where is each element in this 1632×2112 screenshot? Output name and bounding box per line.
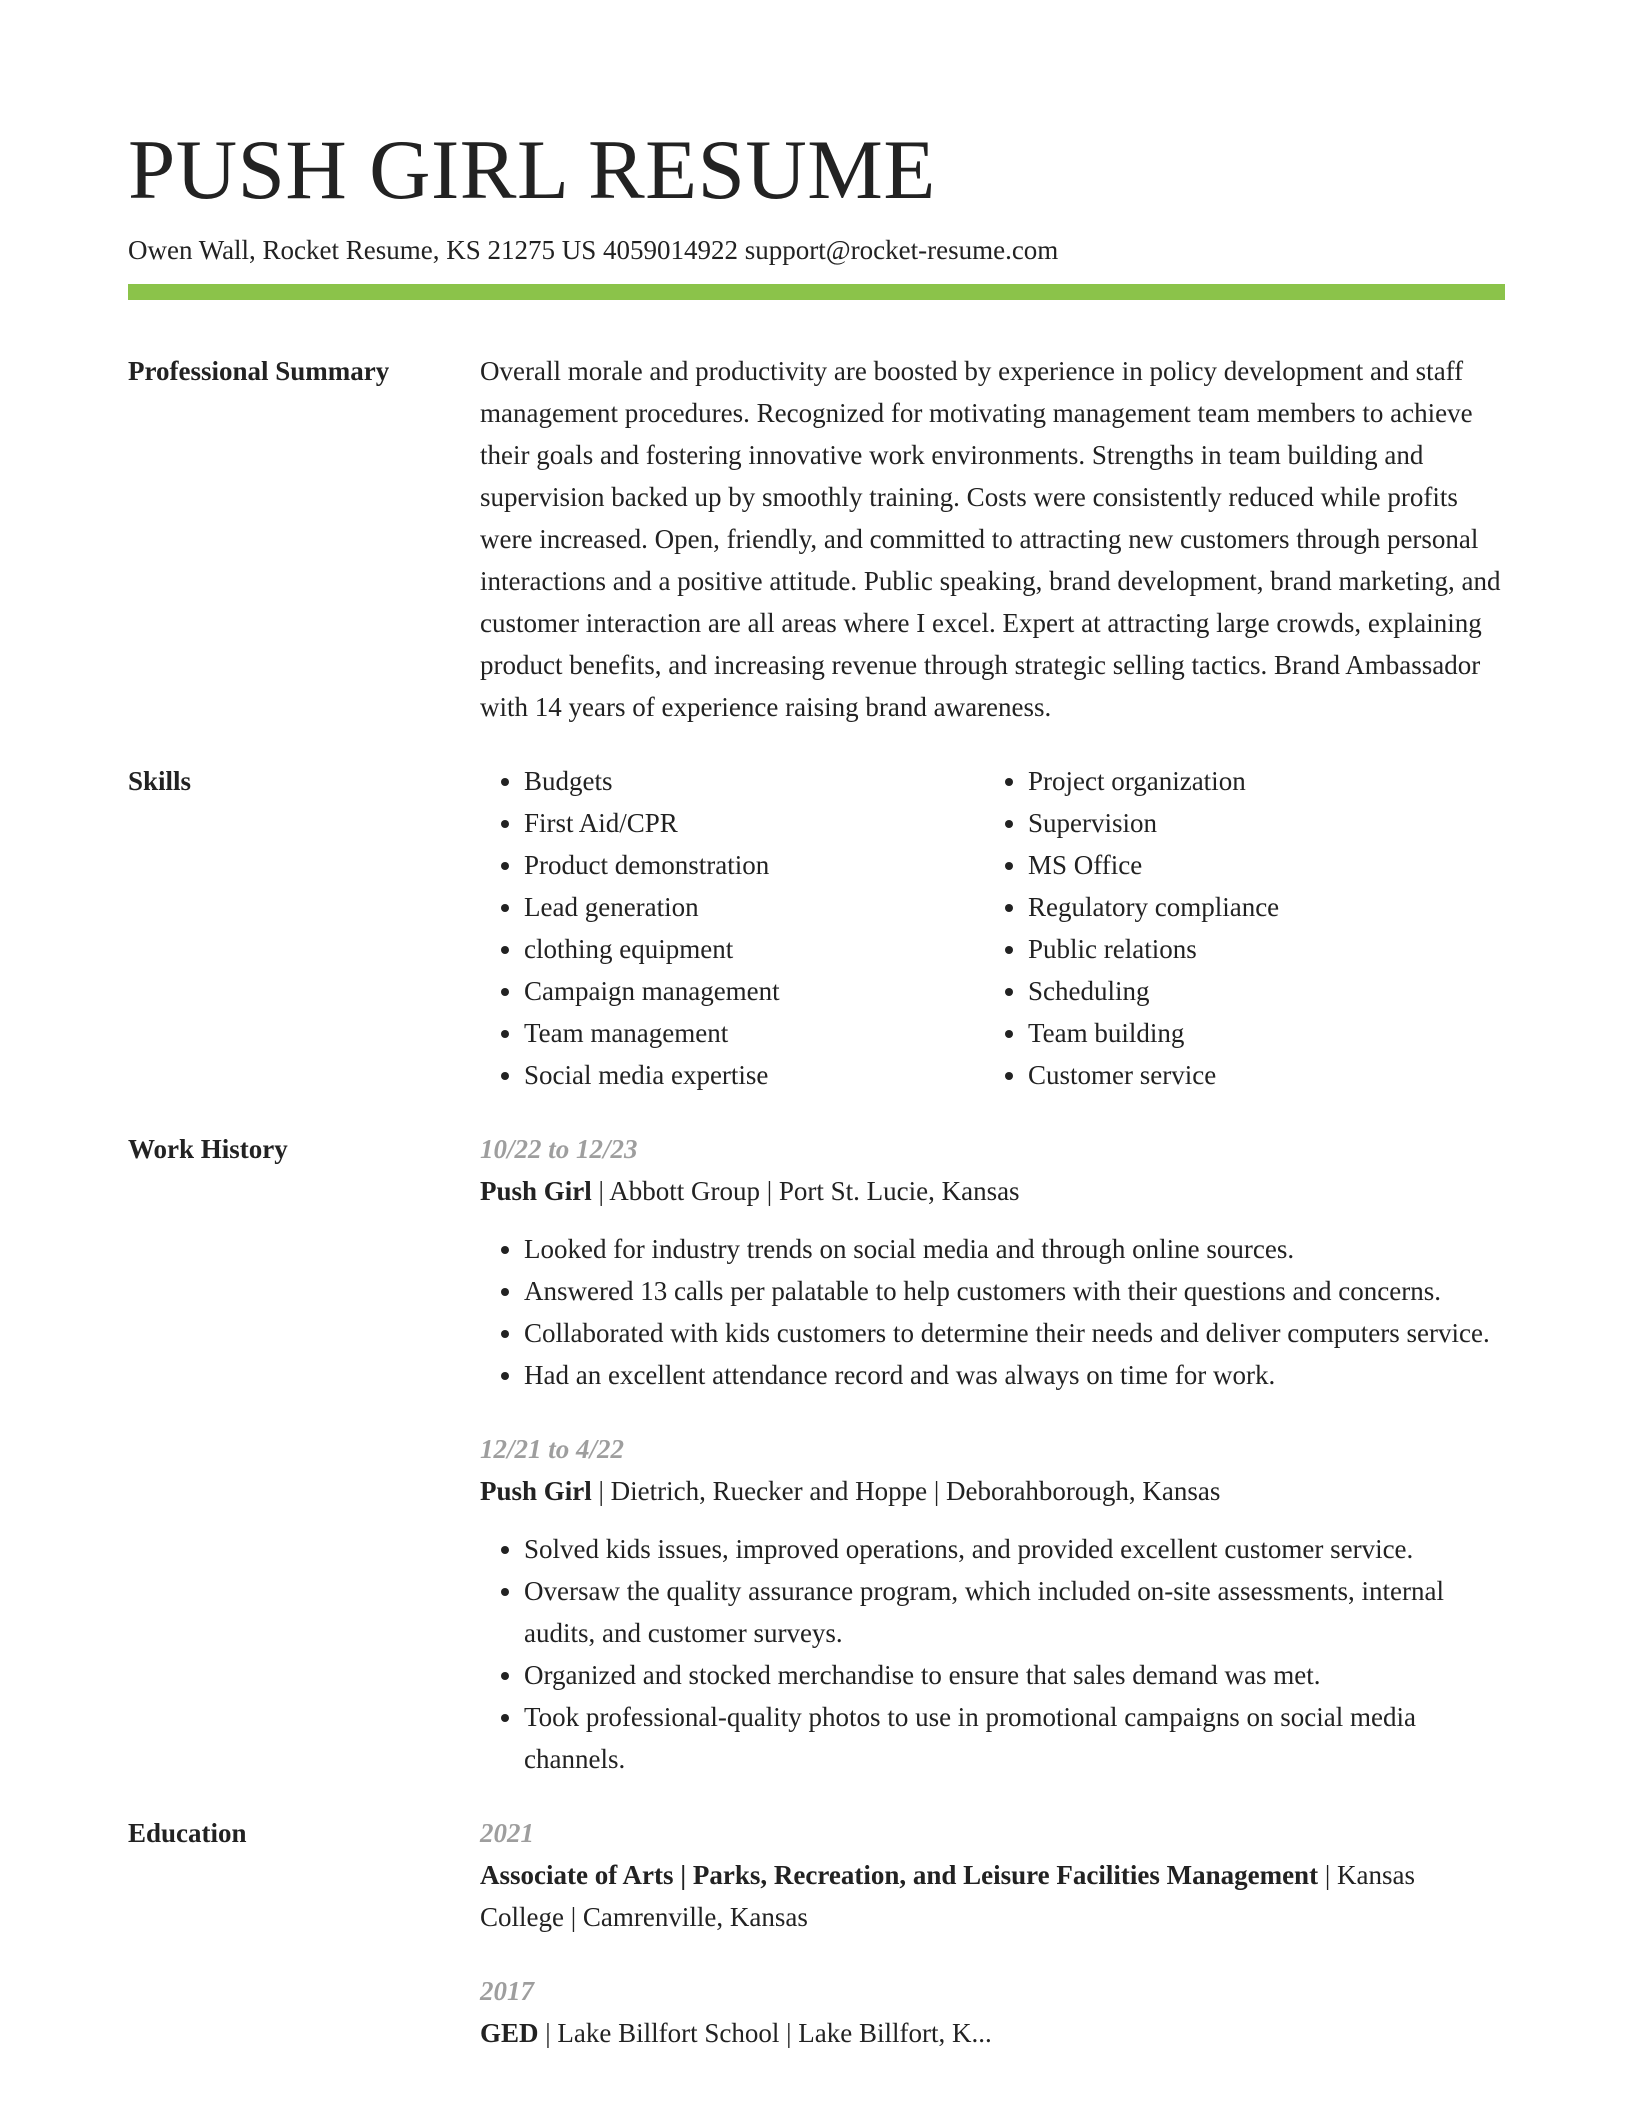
skill-item: • Project organization (1028, 760, 1488, 802)
summary-text: Overall morale and productivity are boosted by experience in policy development and staff management procedures. Recognized for motivating management team members to achieve their goals and fostering innovative work environments. Strengths in team building and supervision backed up by smoothly training. Costs were consistently reduced while profits were increased. Open, friendly, and committed to attracting new customers through personal interactions and a positive attitude. Public speaking, brand development, brand marketing, and customer interaction are all areas where I excel. Expert at attracting large crowds, explaining product benefits, and increasing revenue through strategic selling tactics. Brand Ambassador with 14 years of experience raising brand awareness. (480, 356, 1501, 722)
job-details: | Dietrich, Ruecker and Hoppe | Deborahborough, Kansas (591, 1476, 1221, 1506)
skill-item: • Public relations (1028, 928, 1488, 970)
education-entry (480, 1812, 1505, 1938)
skill-item: • First Aid/CPR (524, 802, 984, 844)
job-bullet: • Collaborated with kids customers to determine their needs and deliver computers service. (524, 1312, 1505, 1354)
header-divider (128, 284, 1505, 300)
education-degree: Associate of Arts | Parks, Recreation, and Leisure Facilities Management (480, 1860, 1319, 1890)
job-bullet: • Had an excellent attendance record and was always on time for work. (524, 1354, 1505, 1396)
job-bullets (480, 1228, 1505, 1396)
job-title: Push Girl (480, 1176, 592, 1206)
skill-item: • Scheduling (1028, 970, 1488, 1012)
skills-section (128, 760, 1505, 1096)
education-year: 2017 (480, 1976, 534, 2006)
resume-title: PUSH GIRL RESUME (128, 123, 936, 217)
resume-page (128, 0, 1505, 2054)
education-entry (480, 1970, 1505, 2054)
skills-grid (480, 760, 1505, 1096)
contact-line: Owen Wall, Rocket Resume, KS 21275 US 4059014922 support@rocket-resume.com (128, 235, 1059, 265)
skill-item: • Budgets (524, 760, 984, 802)
education-year: 2021 (480, 1818, 534, 1848)
work-history-body (480, 1128, 1505, 1780)
job-heading (480, 1470, 1505, 1512)
job-title: Push Girl (480, 1476, 592, 1506)
skills-list-right (984, 760, 1488, 1096)
education-heading (480, 1854, 1505, 1938)
work-history-section (128, 1128, 1505, 1780)
job-heading (480, 1170, 1505, 1212)
job-bullet: • Looked for industry trends on social media and through online sources. (524, 1228, 1505, 1270)
skill-item: • Team management (524, 1012, 984, 1054)
skill-item: • Supervision (1028, 802, 1488, 844)
skill-item: • Campaign management (524, 970, 984, 1012)
job-dates: 10/22 to 12/23 (480, 1134, 638, 1164)
education-details: | Kansas College | Camrenville, Kansas (480, 1860, 1415, 1932)
skill-item: • Customer service (1028, 1054, 1488, 1096)
skill-item: • Team building (1028, 1012, 1488, 1054)
section-label-work: Work History (128, 1134, 288, 1164)
job-bullet: • Organized and stocked merchandise to ensure that sales demand was met. (524, 1654, 1505, 1696)
section-label-summary: Professional Summary (128, 356, 390, 386)
skill-item: • Product demonstration (524, 844, 984, 886)
section-label-skills: Skills (128, 766, 192, 796)
job-entry (480, 1428, 1505, 1780)
skill-item: • clothing equipment (524, 928, 984, 970)
education-body (480, 1812, 1505, 2054)
job-bullet: • Oversaw the quality assurance program, which included on-site assessments, internal audits, and customer surveys. (524, 1570, 1505, 1654)
education-section (128, 1812, 1505, 2054)
education-details: | Lake Billfort School | Lake Billfort, K... (538, 2018, 992, 2048)
job-bullet: • Answered 13 calls per palatable to help customers with their questions and concerns. (524, 1270, 1505, 1312)
job-bullet: • Took professional-quality photos to use in promotional campaigns on social media channels. (524, 1696, 1505, 1780)
skill-item: • Lead generation (524, 886, 984, 928)
education-degree: GED (480, 2018, 539, 2048)
job-dates: 12/21 to 4/22 (480, 1434, 625, 1464)
skill-item: • Social media expertise (524, 1054, 984, 1096)
job-bullet: • Solved kids issues, improved operations, and provided excellent customer service. (524, 1528, 1505, 1570)
skill-item: • Regulatory compliance (1028, 886, 1488, 928)
job-details: | Abbott Group | Port St. Lucie, Kansas (591, 1176, 1020, 1206)
professional-summary-section (128, 350, 1505, 728)
education-heading (480, 2012, 1505, 2054)
section-label-education: Education (128, 1818, 247, 1848)
skills-list-left (480, 760, 984, 1096)
job-entry (480, 1128, 1505, 1396)
job-bullets (480, 1528, 1505, 1780)
skill-item: • MS Office (1028, 844, 1488, 886)
